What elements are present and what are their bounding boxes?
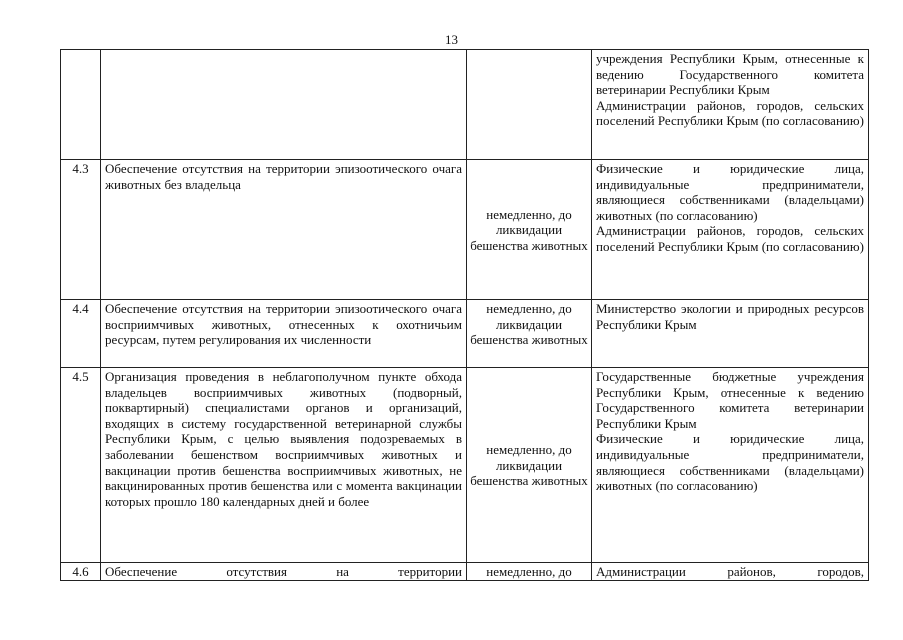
term-text: немедленно, до ликвидации бешенства животных	[467, 300, 592, 368]
row-number	[61, 50, 101, 160]
responsible-entry: Физические и юридические лица, индивидуальные предприниматели, являющиеся собственниками (владельцами) животных (по согласованию)	[596, 161, 864, 223]
table-row	[61, 563, 869, 581]
measure-text	[101, 50, 467, 160]
term-text: немедленно, до ликвидации бешенства животных	[467, 160, 592, 300]
responsible-entry: Государственные бюджетные учреждения Республики Крым, отнесенные к ведению Государственного комитета ветеринарии Республики Крым	[596, 369, 864, 431]
row-number: 4.6	[61, 563, 101, 581]
measure-text: Обеспечение отсутствия на территории эпизоотического очага восприимчивых животных, отнесенных к охотничьим ресурсам, путем регулирования их численности	[101, 300, 467, 368]
responsible-cell	[592, 160, 869, 300]
responsible-cell	[592, 563, 869, 581]
row-number: 4.4	[61, 300, 101, 368]
measures-table	[60, 49, 869, 581]
page-number: 13	[445, 32, 458, 47]
term-text	[467, 50, 592, 160]
responsible-entry: Администрации районов, городов, сельских поселений Республики Крым (по согласованию)	[596, 223, 864, 254]
table-row	[61, 368, 869, 563]
responsible-cell	[592, 300, 869, 368]
responsible-entry: учреждения Республики Крым, отнесенные к ведению Государственного комитета ветеринарии Республики Крым	[596, 51, 864, 98]
responsible-cell	[592, 368, 869, 563]
measure-text: Организация проведения в неблагополучном пункте обхода владельцев восприимчивых животных (подворный, поквартирный) специалистами органов и организаций, входящих в систему государственной ветеринарной службы Республики Крым, с целью выявления подозреваемых в заболевании бешенством восприимчивых животных и вакцинации против бешенства восприимчивых животных, не вакцинированных против бешенства или с момента вакцинации которых прошло 180 календарных дней и более	[101, 368, 467, 563]
table-row	[61, 160, 869, 300]
term-text: немедленно, до	[467, 563, 592, 581]
table-row	[61, 300, 869, 368]
responsible-entry: Физические и юридические лица, индивидуальные предприниматели, являющиеся собственниками (владельцами) животных (по согласованию)	[596, 431, 864, 494]
table-row	[61, 50, 869, 160]
responsible-entry: Министерство экологии и природных ресурсов Республики Крым	[596, 301, 864, 332]
term-text: немедленно, до ликвидации бешенства животных	[467, 368, 592, 563]
row-number: 4.3	[61, 160, 101, 300]
measure-text: Обеспечение отсутствия на территории	[101, 563, 467, 581]
responsible-entry: Администрации районов, городов,	[596, 564, 864, 579]
responsible-entry: Администрации районов, городов, сельских поселений Республики Крым (по согласованию)	[596, 97, 864, 129]
row-number: 4.5	[61, 368, 101, 563]
measure-text: Обеспечение отсутствия на территории эпизоотического очага животных без владельца	[101, 160, 467, 300]
responsible-cell	[592, 50, 869, 160]
